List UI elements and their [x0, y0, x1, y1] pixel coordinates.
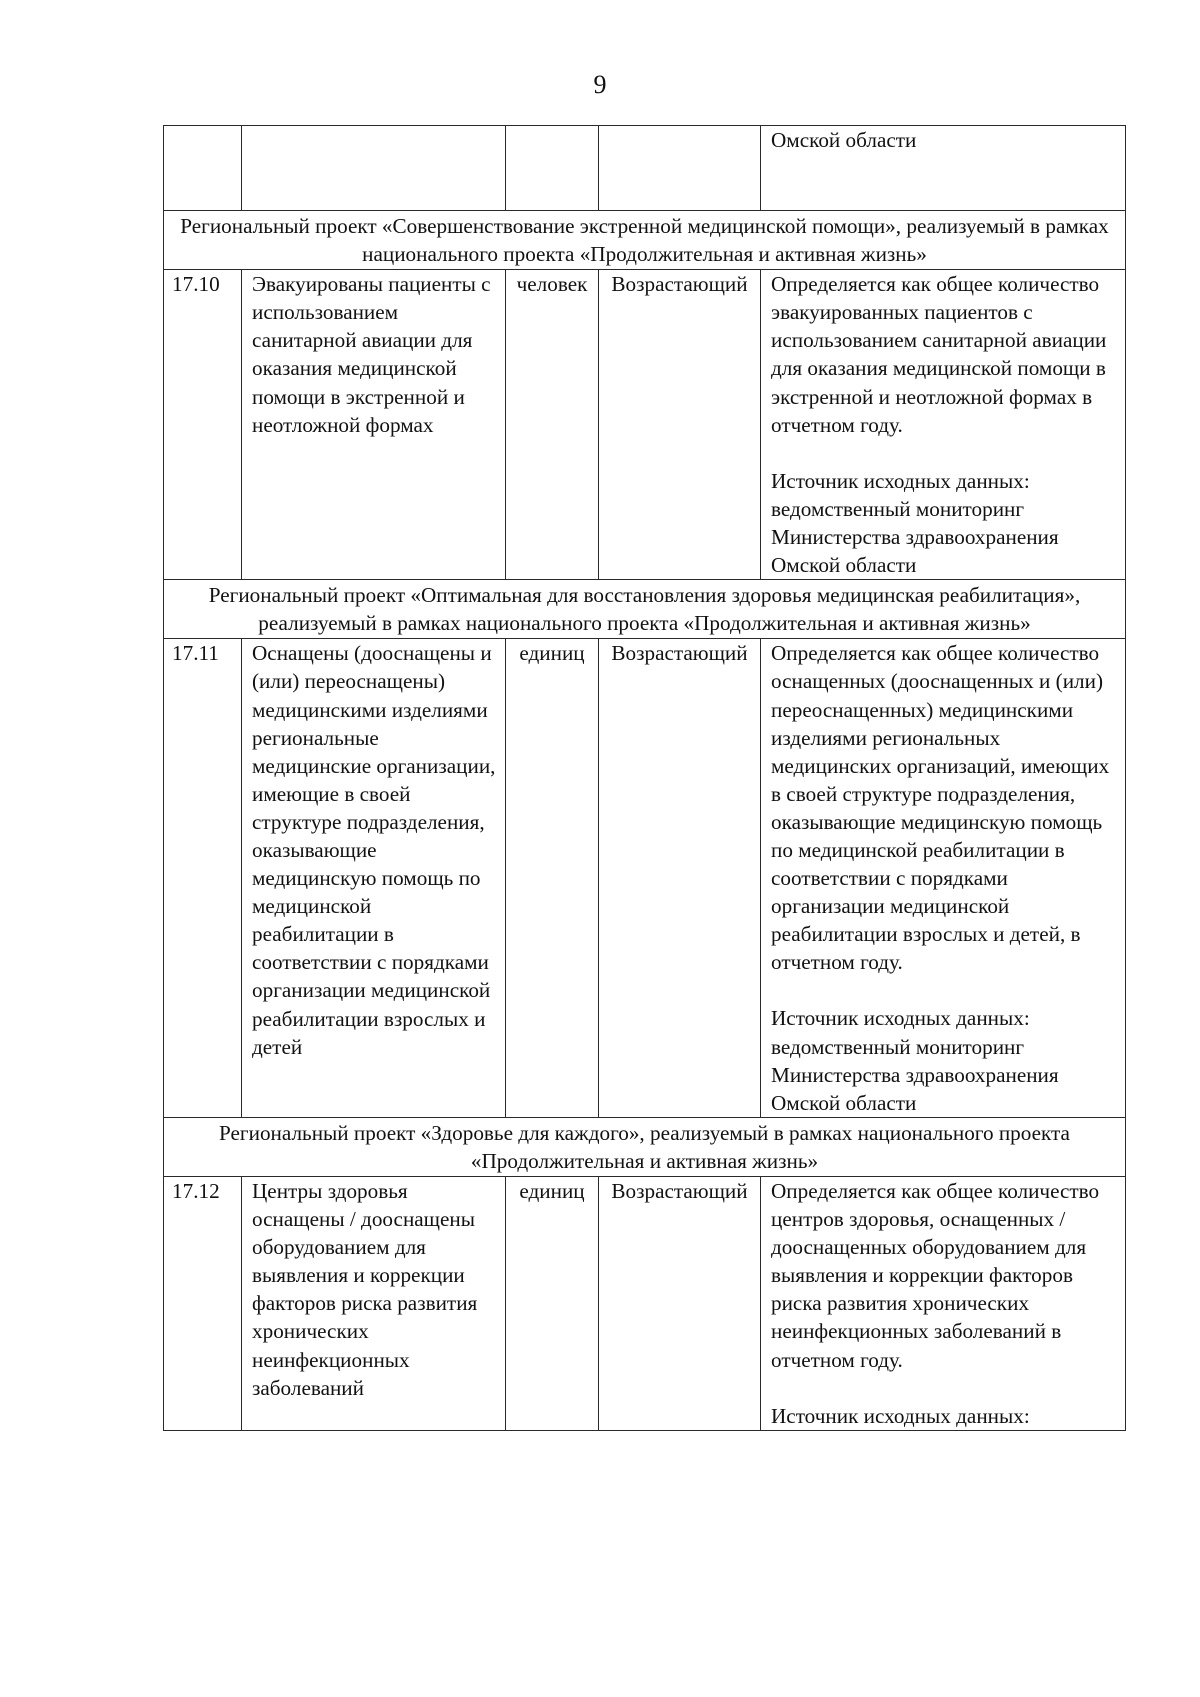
- section-title: Региональный проект «Совершенствование экстренной медицинской помощи», реализуемый в рамках национального проекта «Продолжительная и активная жизнь»: [164, 211, 1126, 270]
- indicator-number: 17.10: [164, 270, 242, 580]
- indicator-definition: Определяется как общее количество оснащенных (дооснащенных и (или) переоснащенных) медицинскими изделиями региональных медицинских организаций, имеющих в своей структуре подразделения, оказывающие медицинскую помощь по медицинской реабилитации в соответствии с порядками организации медицинской реабилитации взрослых и детей, в отчетном году.: [771, 641, 1110, 975]
- table-row: [164, 270, 1126, 580]
- table-row: [164, 1177, 1126, 1431]
- indicator-unit: единиц: [506, 1177, 599, 1431]
- table-cell-unit: [506, 126, 599, 211]
- indicator-number: 17.11: [164, 639, 242, 1118]
- indicator-definition: Определяется как общее количество эвакуированных пациентов с использованием санитарной авиации для оказания медицинской помощи в экстренной и неотложной формах в отчетном году.: [771, 272, 1107, 437]
- indicator-direction: Возрастающий: [599, 639, 761, 1118]
- section-header-row: [164, 211, 1126, 270]
- table-cell-name: [242, 126, 506, 211]
- indicator-definition-cell: [761, 1177, 1126, 1431]
- section-title: Региональный проект «Оптимальная для восстановления здоровья медицинская реабилитация», реализуемый в рамках национального проекта «Продолжительная и активная жизнь»: [164, 580, 1126, 639]
- table-cell-direction: [599, 126, 761, 211]
- indicator-definition-cell: [761, 639, 1126, 1118]
- indicator-source: Источник исходных данных: ведомственный мониторинг Министерства здравоохранения Омской области: [771, 468, 1059, 578]
- indicator-direction: Возрастающий: [599, 1177, 761, 1431]
- table-cell-definition: Омской области: [761, 126, 1126, 211]
- table-row: [164, 126, 1126, 211]
- indicator-name: Оснащены (дооснащены и (или) переоснащены) медицинскими изделиями региональные медицинские организации, имеющие в своей структуре подразделения, оказывающие медицинскую помощь по медицинской реабилитации в соответствии с порядками организации медицинской реабилитации взрослых и детей: [242, 639, 506, 1118]
- table-cell-num: [164, 126, 242, 211]
- indicators-table: [163, 125, 1126, 1431]
- indicator-source: Источник исходных данных: ведомственный мониторинг Министерства здравоохранения Омской области: [771, 1006, 1059, 1115]
- indicator-source: Источник исходных данных:: [771, 1403, 1030, 1428]
- section-header-row: [164, 1117, 1126, 1176]
- indicator-unit: единиц: [506, 639, 599, 1118]
- indicator-name: Центры здоровья оснащены / дооснащены оборудованием для выявления и коррекции факторов риска развития хронических неинфекционных заболеваний: [242, 1177, 506, 1431]
- indicator-unit: человек: [506, 270, 599, 580]
- indicator-definition-cell: [761, 270, 1126, 580]
- table-row: [164, 639, 1126, 1118]
- section-header-row: [164, 580, 1126, 639]
- page-number: 9: [593, 70, 607, 99]
- section-title: Региональный проект «Здоровье для каждого», реализуемый в рамках национального проекта «Продолжительная и активная жизнь»: [164, 1117, 1126, 1176]
- indicator-name: Эвакуированы пациенты с использованием санитарной авиации для оказания медицинской помощи в экстренной и неотложной формах: [242, 270, 506, 580]
- indicator-number: 17.12: [164, 1177, 242, 1431]
- indicator-definition: Определяется как общее количество центров здоровья, оснащенных / дооснащенных оборудованием для выявления и коррекции факторов риска развития хронических неинфекционных заболеваний в отчетном году.: [771, 1179, 1100, 1372]
- indicator-direction: Возрастающий: [599, 270, 761, 580]
